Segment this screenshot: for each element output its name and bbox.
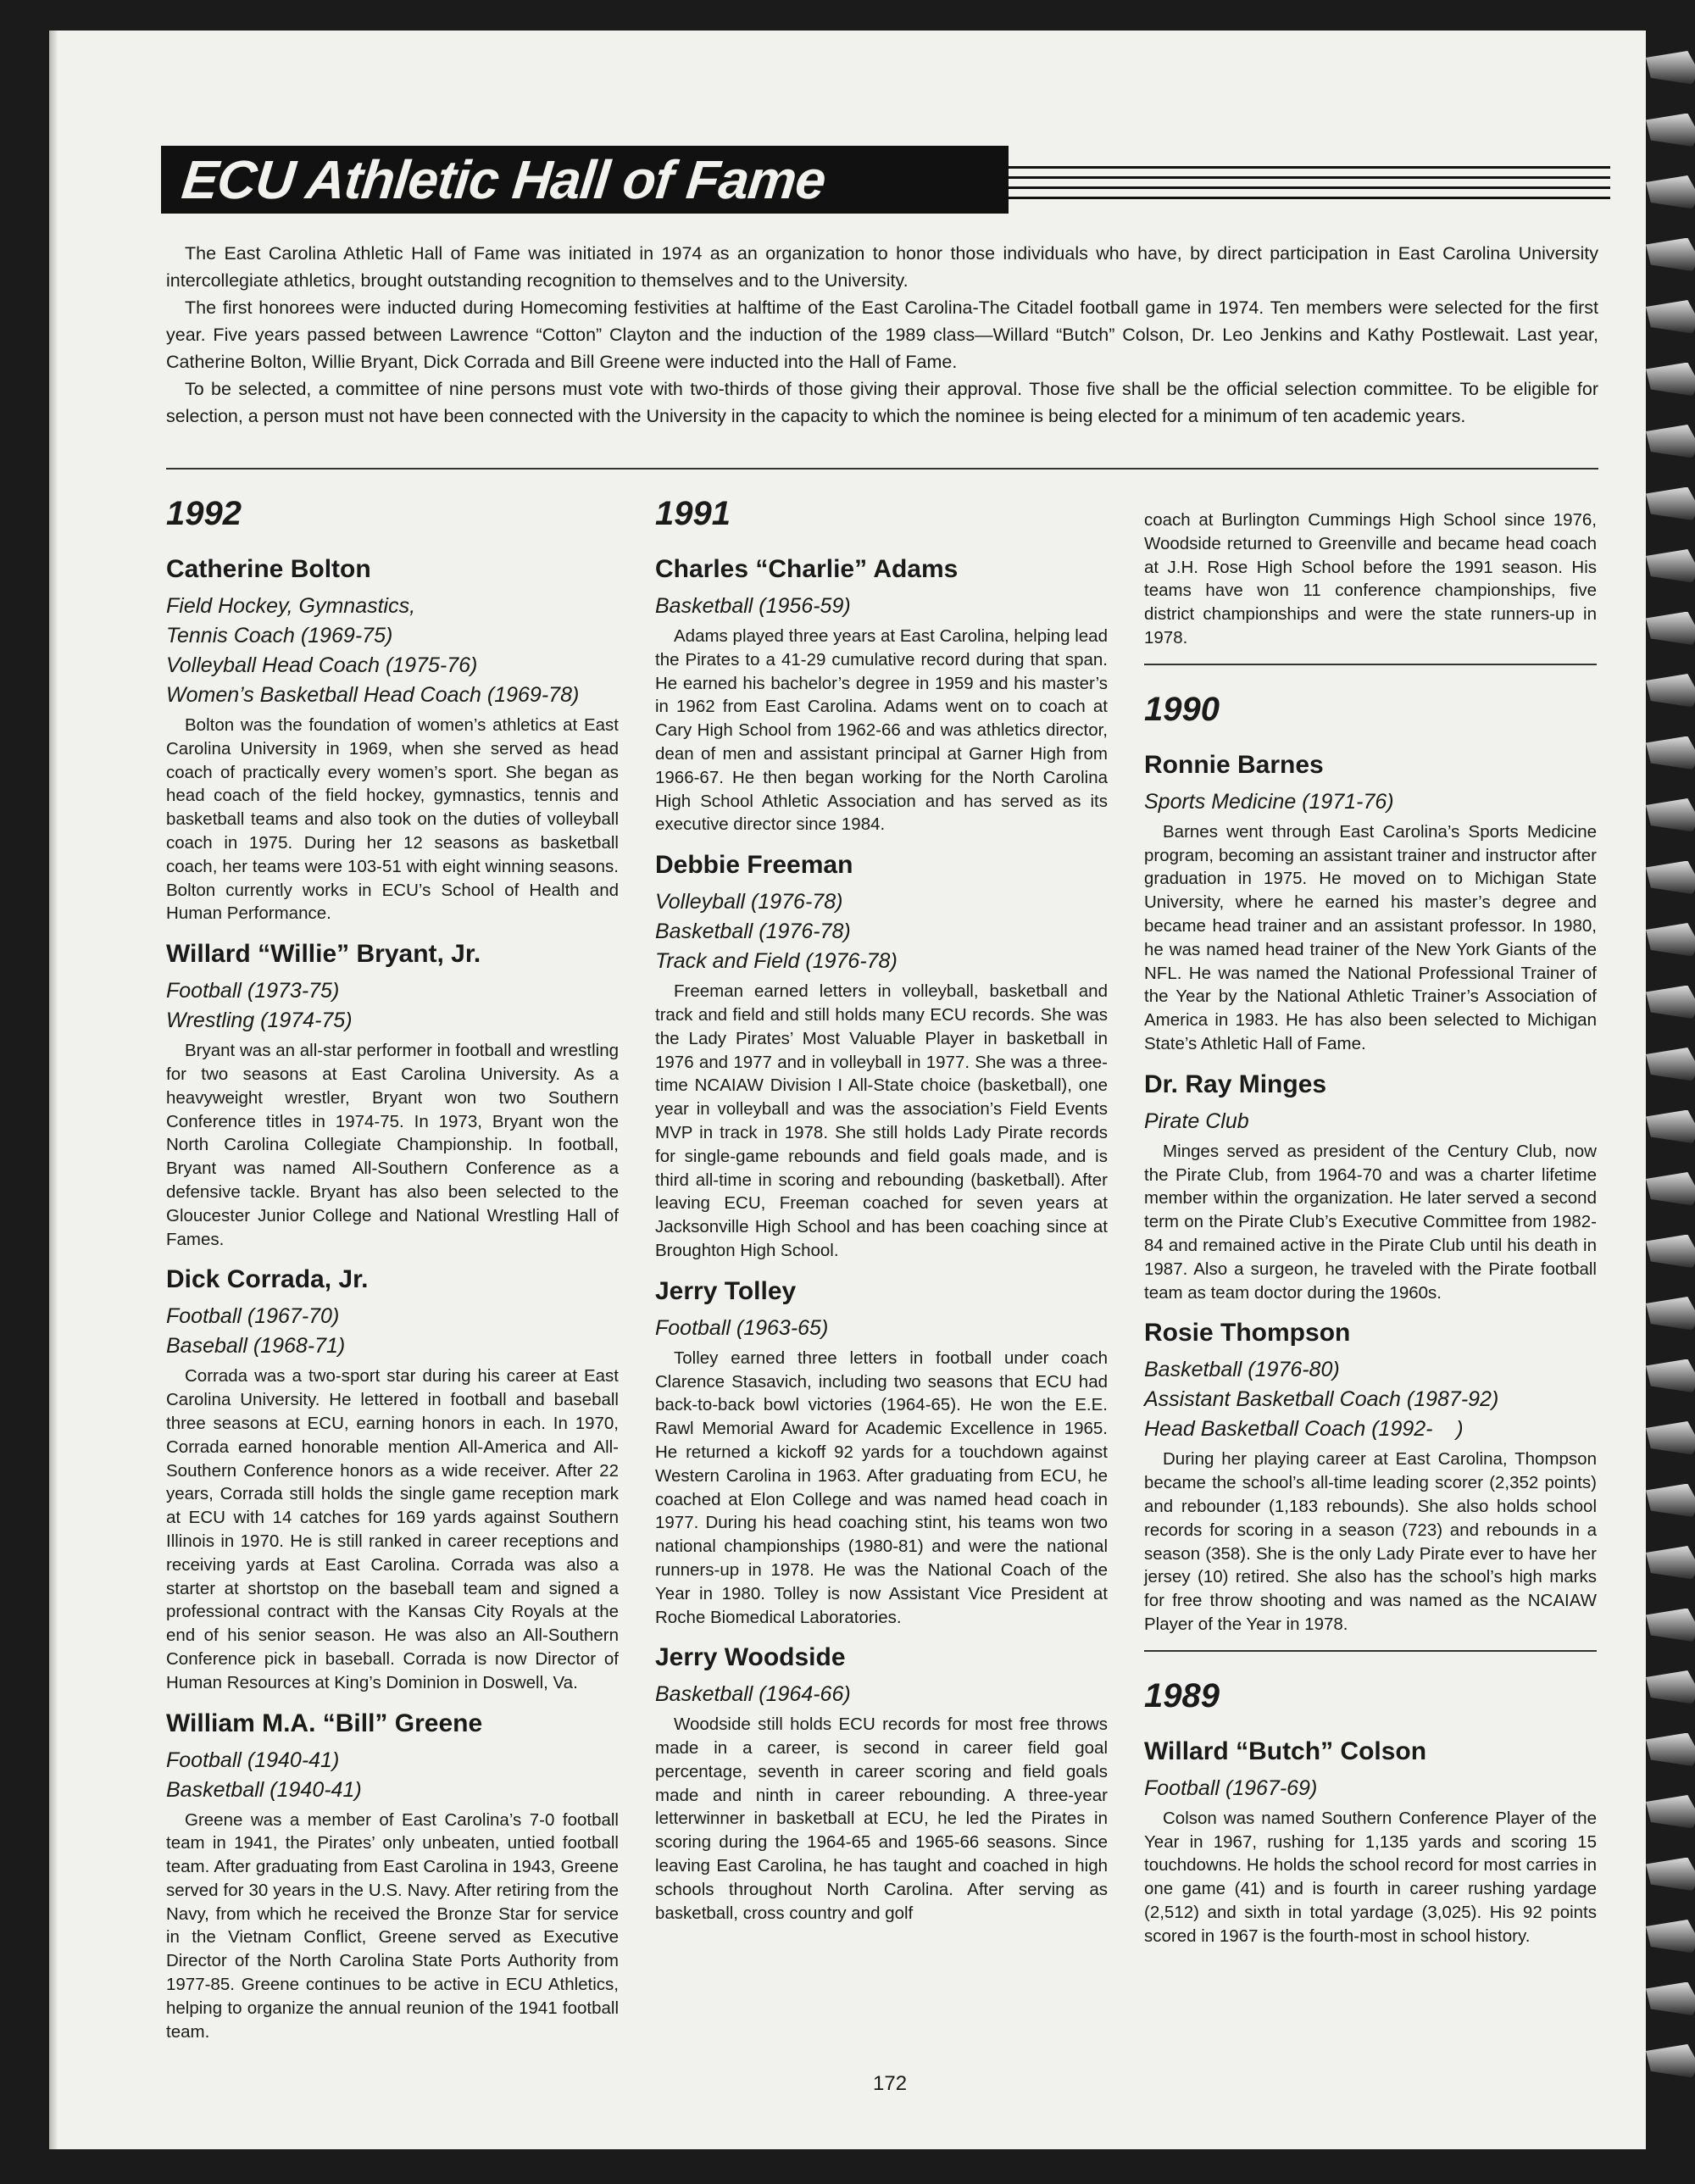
inductee-role: Women’s Basketball Head Coach (1969-78): [166, 683, 580, 707]
spiral-coil: [1646, 1110, 1695, 1144]
spiral-coil: [1646, 1982, 1695, 2016]
spiral-coil: [1646, 923, 1695, 957]
spiral-coil: [1646, 1172, 1695, 1206]
inductee-role: Tennis Coach (1969-75): [166, 624, 393, 647]
spiral-coil: [1646, 986, 1695, 1020]
spiral-coil: [1646, 674, 1695, 708]
spiral-coil: [1646, 238, 1695, 272]
spiral-coil: [1646, 1858, 1695, 1892]
spiral-coil: [1646, 1795, 1695, 1829]
spiral-coil: [1646, 1609, 1695, 1642]
year-heading-1989: 1989: [1144, 1676, 1220, 1714]
inductee-corrada: [166, 1264, 619, 1694]
inductee-role: Field Hockey, Gymnastics,: [166, 594, 416, 618]
page-number: 172: [873, 2072, 908, 2095]
inductee-name: Debbie Freeman: [655, 851, 853, 880]
spiral-coil: [1646, 798, 1695, 832]
spiral-coil: [1646, 1421, 1695, 1455]
inductee-role: Basketball (1956-59): [655, 594, 851, 618]
year-heading-1992: 1992: [166, 495, 242, 532]
inductee-minges: [1144, 1070, 1597, 1305]
spiral-coil: [1646, 612, 1695, 646]
intro-paragraph: To be selected, a committee of nine persons must vote with two-thirds of those giving their approval. Those five shall be the official selection committee. To be eligible for selection, a person must not have been connected with the University in the capacity to which the nominee is being elected for a minimum of ten academic years.: [166, 379, 1598, 426]
spiral-coil: [1646, 51, 1695, 85]
inductee-bio: During her playing career at East Carolina, Thompson became the school’s all-time leading scorer (2,352 points) and rebounder (1,183 rebounds). She also holds school records for scoring in a season (723) and rebounds in a season (358). She is the only Lady Pirate ever to have her jersey (10) retired. She also has the school’s high marks for free throw shooting and was named as the NCAIAW Player of the Year in 1978.: [1144, 1449, 1597, 1634]
spiral-coil: [1646, 549, 1695, 583]
inductee-role: Volleyball Head Coach (1975-76): [166, 653, 478, 677]
spiral-coil: [1646, 1733, 1695, 1767]
inductee-name: Dick Corrada, Jr.: [166, 1265, 369, 1294]
spiral-coil: [1646, 175, 1695, 209]
inductee-role: Basketball (1976-78): [655, 920, 851, 944]
inductee-name: William M.A. “Bill” Greene: [166, 1709, 483, 1737]
column-right: [1144, 508, 1597, 1961]
section-divider: [1144, 664, 1597, 665]
spiral-coil: [1646, 1546, 1695, 1580]
page-edge: [49, 31, 58, 2149]
inductee-bio: Adams played three years at East Carolina, helping lead the Pirates to a 41-29 cumulative record during that span. He earned his bachelor’s degree in 1959 and his master’s in 1962 from East Carolina. Adams went on to coach at Cary High School from 1962-66 and was athletics director, dean of men and assistant principal at Garner High from 1966-67. He then began working for the North Carolina High School Athletic Association and has served as its executive director since 1984.: [655, 626, 1108, 835]
header-rules: [983, 166, 1610, 207]
inductee-name: Jerry Woodside: [655, 1643, 846, 1672]
inductee-role: Head Basketball Coach (1992- ): [1144, 1417, 1464, 1442]
column-left: [166, 493, 619, 2057]
intro-paragraph: The East Carolina Athletic Hall of Fame was initiated in 1974 as an organization to honor those individuals who have, by direct participation in East Carolina University intercollegiate athletics, brought outstanding recognition to themselves and to the University.: [166, 243, 1598, 291]
spiral-binding: [1641, 51, 1695, 2119]
inductee-role: Wrestling (1974-75): [166, 1009, 353, 1033]
inductee-role: Basketball (1964-66): [655, 1682, 851, 1707]
spiral-coil: [1646, 1235, 1695, 1269]
inductee-bio: Bolton was the foundation of women’s athletics at East Carolina University in 1969, when she served as head coach of practically every women’s sport. She began as head coach of the field hockey, gymnastics, tennis and basketball teams and also took on the duties of volleyball coach in 1975. During her 12 seasons as basketball coach, her teams were 103-51 with eight winning seasons. Bolton currently works in ECU’s School of Health and Human Performance.: [166, 715, 619, 924]
inductee-bolton: [166, 554, 619, 925]
spiral-coil: [1646, 487, 1695, 521]
year-heading-1991: 1991: [655, 495, 731, 532]
inductee-role: Football (1963-65): [655, 1315, 829, 1340]
spiral-coil: [1646, 425, 1695, 458]
inductee-name: Rosie Thompson: [1144, 1319, 1351, 1348]
page-title: ECU Athletic Hall of Fame: [179, 149, 829, 210]
inductee-greene: [166, 1709, 619, 2044]
spiral-coil: [1646, 1484, 1695, 1518]
inductee-bio: Minges served as president of the Century Club, now the Pirate Club, from 1964-70 and was a charter lifetime member within the organization. He later served a second term on the Pirate Club’s Executive Committee from 1982-84 and remained active in the Pirate Club until his death in 1987. Also a surgeon, he traveled with the Pirate football team as team doctor during the 1960s.: [1144, 1141, 1597, 1303]
inductee-role: Assistant Basketball Coach (1987-92): [1144, 1387, 1499, 1412]
inductee-name: Charles “Charlie” Adams: [655, 555, 959, 583]
spiral-coil: [1646, 736, 1695, 770]
inductee-role: Sports Medicine (1971-76): [1144, 789, 1394, 814]
year-heading-1990: 1990: [1144, 690, 1220, 728]
inductee-bio: Greene was a member of East Carolina’s 7-0 football team in 1941, the Pirates’ only unbeaten, untied football team. After graduating from East Carolina in 1943, Greene served for 30 years in the U.S. Navy. After retiring from the Navy, from which he received the Bronze Star for service in the Vietnam Conflict, Greene served as Executive Director of the North Carolina State Ports Authority from 1977-85. Greene continues to be active in ECU Athletics, helping to organize the annual reunion of the 1941 football team.: [166, 1809, 619, 2042]
spiral-coil: [1646, 2044, 1695, 2078]
spiral-coil: [1646, 1670, 1695, 1704]
section-divider: [166, 468, 1598, 470]
section-divider: [1144, 1650, 1597, 1652]
inductee-name: Willard “Butch” Colson: [1144, 1737, 1427, 1765]
inductee-role: Basketball (1940-41): [166, 1777, 362, 1802]
inductee-role: Pirate Club: [1144, 1109, 1249, 1133]
inductee-bryant: [166, 939, 619, 1251]
inductee-name: Catherine Bolton: [166, 555, 371, 583]
inductee-role: Football (1973-75): [166, 979, 340, 1003]
inductee-bio: Barnes went through East Carolina’s Sports Medicine program, becoming an assistant trainer and instructor after graduation in 1975. He moved on to Michigan State University, where he earned his master’s degree and became head trainer and an assistant professor. In 1980, he was named head trainer of the New York Giants of the NFL. He was named the National Professional Trainer of the Year by the National Athletic Trainer’s Association of America in 1983. He has also been selected to Michigan State’s Athletic Hall of Fame.: [1144, 821, 1597, 1053]
inductee-role: Baseball (1968-71): [166, 1334, 346, 1359]
inductee-role: Football (1967-69): [1144, 1776, 1318, 1800]
intro-text: [166, 240, 1598, 430]
spiral-coil: [1646, 1297, 1695, 1331]
inductee-bio-continued: coach at Burlington Cummings High School since 1976, Woodside returned to Greenville and became head coach at J.H. Rose High School before the 1991 season. His teams have won 11 conference championships, five district championships and were the state runners-up in 1978.: [1144, 510, 1597, 647]
inductee-colson: [1144, 1737, 1597, 1948]
spiral-coil: [1646, 1048, 1695, 1081]
inductee-role: Basketball (1976-80): [1144, 1358, 1340, 1382]
inductee-tolley: [655, 1276, 1108, 1630]
inductee-bio: Bryant was an all-star performer in football and wrestling for two seasons at East Carolina University. As a heavyweight wrestler, Bryant won two Southern Conference titles in 1974-75. In 1973, Bryant won the North Carolina Collegiate Championship. In football, Bryant was named All-Southern Conference as a defensive tackle. Bryant has also been selected to the Gloucester Junior College and National Wrestling Hall of Fames.: [166, 1041, 619, 1249]
inductee-bio: Colson was named Southern Conference Player of the Year in 1967, rushing for 1,135 yards and scoring 15 touchdowns. He holds the school record for most carries in one game (41) and is fourth in career rushing yardage (2,512) and sixth in total yardage (3,025). His 92 points scored in 1967 is the fourth-most in school history.: [1144, 1808, 1597, 1946]
spiral-coil: [1646, 114, 1695, 147]
column-middle: [655, 493, 1108, 1938]
inductee-role: Football (1940-41): [166, 1748, 340, 1772]
inductee-name: Willard “Willie” Bryant, Jr.: [166, 940, 481, 969]
spiral-coil: [1646, 1920, 1695, 1953]
inductee-role: Football (1967-70): [166, 1304, 340, 1329]
inductee-name: Ronnie Barnes: [1144, 750, 1324, 779]
inductee-freeman: [655, 850, 1108, 1263]
spiral-coil: [1646, 861, 1695, 895]
inductee-bio: Corrada was a two-sport star during his career at East Carolina University. He lettered in football and baseball three seasons at ECU, earning honors in each. In 1970, Corrada earned honorable mention All-America and All-Southern Conference honors as a wide receiver. After 22 years, Corrada still holds the single game reception mark at ECU with 14 catches for 169 yards against Southern Illinois in 1970. He is still ranked in career receptions and receiving yards at East Carolina. Corrada was also a starter at shortstop on the baseball team and signed a professional contract with the Kansas City Royals at the end of his senior season. He was also an All-Southern Conference pick in baseball. Corrada is now Director of Human Resources at King’s Dominion in Doswell, Va.: [166, 1366, 619, 1692]
inductee-barnes: [1144, 750, 1597, 1056]
inductee-thompson: [1144, 1318, 1597, 1636]
intro-paragraph: The first honorees were inducted during Homecoming festivities at halftime of the East Carolina-The Citadel football game in 1974. Ten members were selected for the first year. Five years passed between Lawrence “Cotton” Clayton and the induction of the 1989 class—Willard “Butch” Colson, Dr. Leo Jenkins and Kathy Postlewait. Last year, Catherine Bolton, Willie Bryant, Dick Corrada and Bill Greene were inducted into the Hall of Fame.: [166, 297, 1598, 372]
inductee-name: Jerry Tolley: [655, 1276, 797, 1305]
inductee-adams: [655, 554, 1108, 836]
spiral-coil: [1646, 300, 1695, 334]
inductee-bio: Freeman earned letters in volleyball, basketball and track and field and still holds many ECU records. She was the Lady Pirates’ Most Valuable Player in basketball in 1976 and 1977 and in volleyball in 1977. She was a three-time NCAIAW Division I All-State choice (basketball), one year in volleyball and was the association’s Field Events MVP in track in 1978. She still holds Lady Pirate records for single-game rebounds and field goals made, and is third all-time in scoring and rebounding (basketball). After leaving ECU, Freeman coached for seven years at Jacksonville High School and has been coaching since at Broughton High School.: [655, 981, 1108, 1260]
inductee-role: Track and Field (1976-78): [655, 949, 898, 974]
spiral-coil: [1646, 1359, 1695, 1393]
inductee-role: Volleyball (1976-78): [655, 890, 843, 914]
inductee-bio: Tolley earned three letters in football under coach Clarence Stasavich, including two seasons that ECU had back-to-back bowl victories (1964-65). He won the E.E. Rawl Memorial Award for Academic Excellence in 1965. He returned a kickoff 92 yards for a touchdown against Western Carolina in 1963. After graduating from ECU, he coached at Elon College and was named head coach in 1977. During his head coaching stint, his teams won two national championships (1980-81) and were the national runners-up in 1978. He was the National Coach of the Year in 1980. Tolley is now Assistant Vice President at Roche Biomedical Laboratories.: [655, 1348, 1108, 1627]
spiral-coil: [1646, 363, 1695, 397]
inductee-bio: Woodside still holds ECU records for most free throws made in a career, is second in career field goal percentage, seventh in career scoring and field goals made and ninth in career rebounding. A three-year letterwinner in basketball at ECU, he led the Pirates in scoring during the 1964-65 and 1965-66 seasons. Since leaving East Carolina, he has taught and coached in high schools throughout North Carolina. After serving as basketball, cross country and golf: [655, 1714, 1108, 1923]
inductee-woodside: [655, 1642, 1108, 1925]
inductee-name: Dr. Ray Minges: [1144, 1070, 1327, 1098]
